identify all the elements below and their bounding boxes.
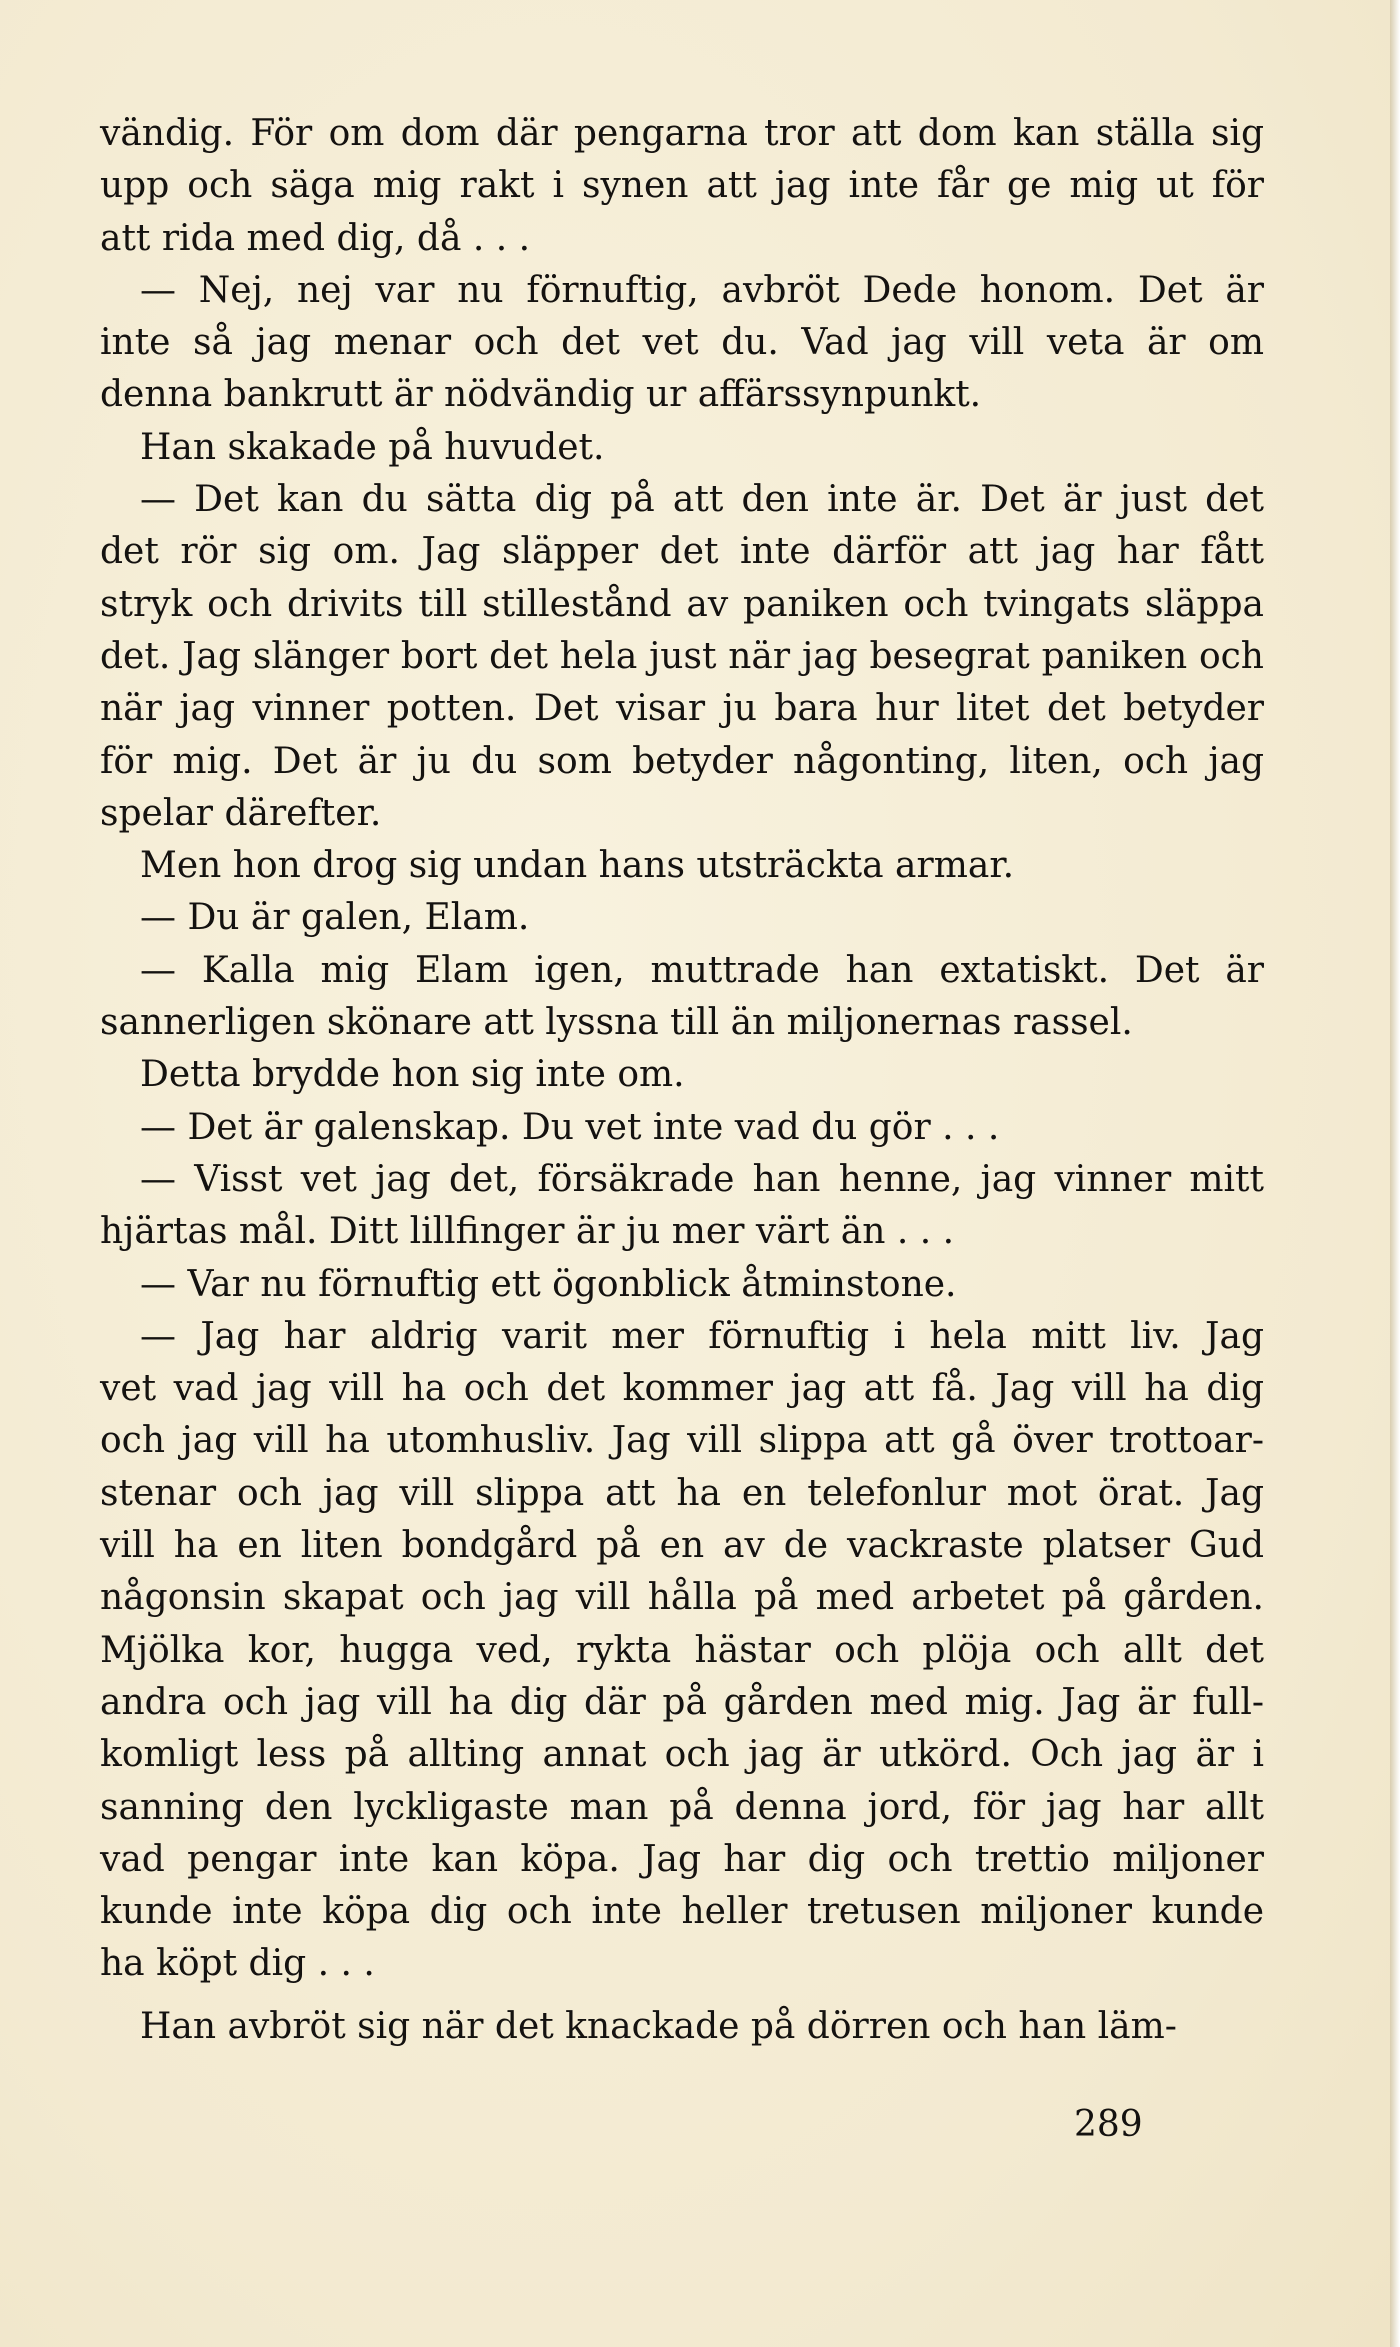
text-line: — Du är galen, Elam. [140,897,530,939]
text-line: — Kalla mig Elam igen, muttrade han extatiskt. Det är [140,949,1264,991]
paragraph-gap [100,1991,1264,2001]
text-line: — Var nu förnuftig ett ögonblick åtminstone. [140,1263,957,1305]
text-line: vändig. För om dom där pengarna tror att dom kan ställa sig [100,113,1264,154]
text-line: ha köpt dig . . . [100,1943,375,1985]
text-line: det. Jag slänger bort det hela just när jag besegrat paniken och [100,635,1264,677]
text-line: någonsin skapat och jag vill hålla på med arbetet på gården. [100,1577,1264,1619]
text-line: vill ha en liten bondgård på en av de vackraste platser Gud [100,1525,1264,1567]
text-line: upp och säga mig rakt i synen att jag inte får ge mig ut för [100,165,1264,207]
page-edge [1390,0,1400,2347]
text-line: Men hon drog sig undan hans utsträckta armar. [140,845,1015,887]
text-line: denna bankrutt är nödvändig ur affärssynpunkt. [100,374,982,416]
text-line: stryk och drivits till stillestånd av paniken och tvingats släppa [100,583,1264,625]
page-text [100,108,1264,2053]
text-line: andra och jag vill ha dig där på gården med mig. Jag är full- [100,1681,1264,1723]
text-line: sanning den lyckligaste man på denna jord, för jag har allt [100,1786,1264,1828]
text-line: hjärtas mål. Ditt lillfinger är ju mer värt än . . . [100,1211,955,1253]
text-line: det rör sig om. Jag släpper det inte därför att jag har fått [100,531,1264,573]
text-line: — Visst vet jag det, försäkrade han henne, jag vinner mitt [140,1158,1264,1200]
text-line: komligt less på allting annat och jag är utkörd. Och jag är i [100,1734,1264,1776]
text-line: för mig. Det är ju du som betyder någonting, liten, och jag [100,740,1264,782]
text-line: när jag vinner potten. Det visar ju bara hur litet det betyder [100,688,1264,730]
text-line: — Nej, nej var nu förnuftig, avbröt Dede honom. Det är [140,269,1264,311]
text-line: — Det är galenskap. Du vet inte vad du gör . . . [140,1106,1000,1148]
text-line: Han avbröt sig när det knackade på dörren och han läm- [140,2005,1177,2047]
text-line: Han skakade på huvudet. [140,426,605,468]
text-line: — Det kan du sätta dig på att den inte är. Det är just det [140,479,1264,521]
text-line: och jag vill ha utomhusliv. Jag vill slippa att gå över trottoar- [100,1420,1264,1462]
text-line: Detta brydde hon sig inte om. [140,1054,685,1096]
text-line: Mjölka kor, hugga ved, rykta hästar och plöja och allt det [100,1629,1264,1671]
text-line: — Jag har aldrig varit mer förnuftig i hela mitt liv. Jag [140,1315,1264,1357]
text-line: vad pengar inte kan köpa. Jag har dig och trettio miljoner [100,1838,1264,1880]
text-line: stenar och jag vill slippa att ha en telefonlur mot örat. Jag [100,1472,1264,1514]
text-line: inte så jag menar och det vet du. Vad jag vill veta är om [100,322,1264,364]
text-line: vet vad jag vill ha och det kommer jag att få. Jag vill ha dig [100,1368,1264,1410]
text-line: kunde inte köpa dig och inte heller tretusen miljoner kunde [100,1891,1264,1933]
text-line: spelar därefter. [100,792,382,834]
text-line: sannerligen skönare att lyssna till än miljonernas rassel. [100,1002,1133,1044]
page-number: 289 [1074,2104,1143,2145]
text-line: att rida med dig, då . . . [100,217,531,259]
